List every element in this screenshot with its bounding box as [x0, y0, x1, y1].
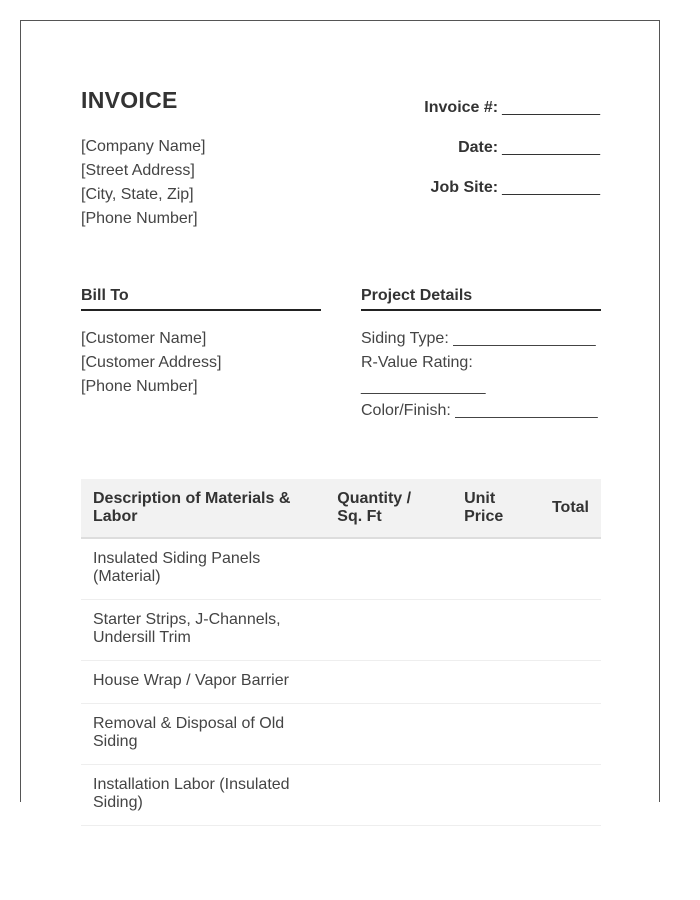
- r-value-label: R-Value Rating:: [361, 354, 473, 371]
- item-total[interactable]: [540, 704, 601, 765]
- job-site-field[interactable]: ___________: [502, 179, 600, 196]
- item-unit-price[interactable]: [452, 704, 540, 765]
- item-description: House Wrap / Vapor Barrier: [81, 661, 325, 704]
- item-description: Insulated Siding Panels (Material): [81, 538, 325, 600]
- table-row: [81, 661, 601, 704]
- invoice-number-label: Invoice #:: [424, 99, 499, 116]
- item-unit-price[interactable]: [452, 538, 540, 600]
- r-value-field[interactable]: ______________: [361, 378, 486, 395]
- invoice-sheet: [20, 20, 660, 811]
- company-phone: [Phone Number]: [81, 210, 198, 227]
- item-total[interactable]: [540, 538, 601, 600]
- item-quantity[interactable]: [325, 600, 452, 661]
- job-site-label: Job Site:: [430, 179, 499, 196]
- item-quantity[interactable]: [325, 661, 452, 704]
- table-row: [81, 704, 601, 765]
- item-description: Starter Strips, J-Channels, Undersill Trim: [81, 600, 325, 661]
- project-details-section: [361, 287, 601, 423]
- table-row: [81, 765, 601, 826]
- date-label: Date:: [458, 139, 499, 156]
- project-details-fields: [361, 327, 601, 423]
- bill-to-heading: Bill To: [81, 287, 321, 311]
- table-row: [81, 600, 601, 661]
- company-city: [City, State, Zip]: [81, 186, 194, 203]
- header-total: Total: [540, 479, 601, 538]
- item-quantity[interactable]: [325, 538, 452, 600]
- invoice-title: INVOICE: [81, 87, 178, 113]
- item-quantity[interactable]: [325, 704, 452, 765]
- date-row: [360, 139, 600, 179]
- item-total[interactable]: [540, 600, 601, 661]
- item-unit-price[interactable]: [452, 765, 540, 826]
- table-header-row: [81, 479, 601, 538]
- project-details-heading: Project Details: [361, 287, 601, 311]
- table-row: [81, 538, 601, 600]
- bill-to-section: [81, 287, 321, 399]
- item-unit-price[interactable]: [452, 661, 540, 704]
- header-quantity: Quantity / Sq. Ft: [325, 479, 452, 538]
- company-street: [Street Address]: [81, 162, 195, 179]
- company-info: [81, 135, 206, 231]
- customer-name: [Customer Name]: [81, 330, 207, 347]
- line-items-table: [81, 479, 601, 826]
- item-total[interactable]: [540, 765, 601, 826]
- siding-type-field[interactable]: Siding Type: ________________: [361, 330, 596, 347]
- invoice-number-field[interactable]: ___________: [502, 99, 600, 116]
- bill-to-details: [81, 327, 321, 399]
- color-finish-field[interactable]: Color/Finish: ________________: [361, 402, 598, 419]
- item-total[interactable]: [540, 661, 601, 704]
- customer-address: [Customer Address]: [81, 354, 222, 371]
- job-site-row: [360, 179, 600, 219]
- item-unit-price[interactable]: [452, 600, 540, 661]
- header-description: Description of Materials & Labor: [81, 479, 325, 538]
- item-description: Removal & Disposal of Old Siding: [81, 704, 325, 765]
- invoice-number-row: [360, 99, 600, 139]
- invoice-meta: [360, 99, 600, 219]
- item-quantity[interactable]: [325, 765, 452, 826]
- company-name: [Company Name]: [81, 138, 206, 155]
- customer-phone: [Phone Number]: [81, 378, 198, 395]
- header-unit-price: Unit Price: [452, 479, 540, 538]
- item-description: Installation Labor (Insulated Siding): [81, 765, 325, 826]
- date-field[interactable]: ___________: [502, 139, 600, 156]
